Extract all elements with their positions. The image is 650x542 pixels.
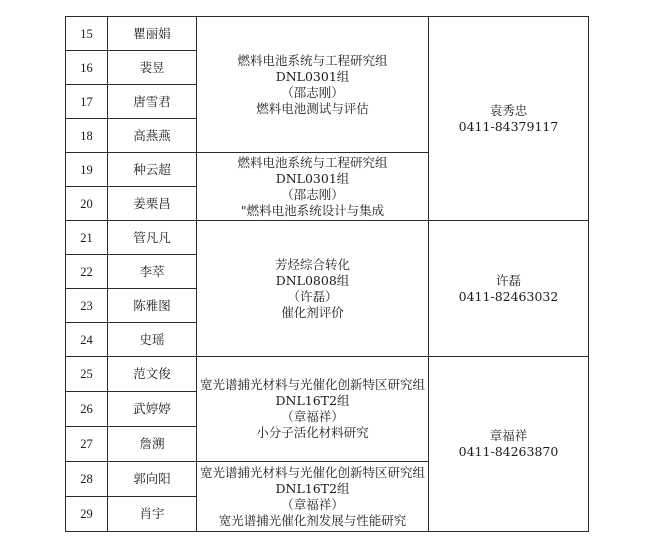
row-number: 24: [66, 323, 108, 357]
project-title: 宽光谱捕光催化剂发展与性能研究: [218, 512, 407, 528]
student-assignment-table: [65, 16, 589, 532]
student-name: 裴昱: [108, 51, 197, 85]
row-number: 27: [66, 427, 108, 462]
project-title: 燃料电池测试与评估: [256, 100, 369, 116]
row-number: 16: [66, 51, 108, 85]
group-code: DNL16T2组: [275, 480, 350, 496]
group-leader: （章福祥）: [281, 409, 344, 424]
group-leader: （邵志刚）: [281, 84, 344, 100]
contact-cell: [429, 357, 589, 532]
row-number: 19: [66, 153, 108, 187]
row-number: 28: [66, 462, 108, 497]
row-number: 21: [66, 221, 108, 255]
student-name: 郭向阳: [108, 462, 197, 497]
group-name: 芳烃综合转化: [274, 256, 350, 272]
contact-name: 许磊: [495, 272, 521, 288]
row-number: 22: [66, 255, 108, 289]
research-group-cell: [197, 462, 429, 532]
student-name: 唐雪君: [108, 85, 197, 119]
project-title: 催化剂评价: [281, 304, 344, 320]
group-name: 宽光谱捕光材料与光催化创新特区研究组: [199, 464, 425, 480]
group-name: 宽光谱捕光材料与光催化创新特区研究组: [199, 377, 425, 392]
student-name: 管凡凡: [108, 221, 197, 255]
table-row: [66, 357, 589, 392]
contact-phone: 0411-84263870: [458, 444, 559, 459]
group-code: DNL0808组: [275, 272, 350, 288]
group-code: DNL0301组: [275, 68, 350, 84]
student-name: 瞿丽娟: [108, 17, 197, 51]
contact-phone: 0411-84379117: [458, 118, 559, 134]
group-name: 燃料电池系统与工程研究组: [237, 52, 388, 68]
student-name: 詹溯: [108, 427, 197, 462]
student-name: 陈雅图: [108, 289, 197, 323]
contact-name: 章福祥: [489, 428, 528, 443]
student-name: 史瑶: [108, 323, 197, 357]
row-number: 18: [66, 119, 108, 153]
research-group-cell: [197, 221, 429, 357]
group-leader: （章福祥）: [281, 496, 344, 512]
contact-name: 袁秀忠: [489, 102, 528, 118]
row-number: 15: [66, 17, 108, 51]
project-title: "燃料电池系统设计与集成: [240, 202, 385, 218]
group-code: DNL0301组: [275, 170, 350, 186]
student-name: 肖宇: [108, 497, 197, 532]
row-number: 20: [66, 187, 108, 221]
group-leader: （邵志刚）: [281, 186, 344, 202]
row-number: 29: [66, 497, 108, 532]
row-number: 23: [66, 289, 108, 323]
group-leader: （许磊）: [287, 288, 338, 304]
student-name: 范文俊: [108, 357, 197, 392]
table-row: [66, 221, 589, 255]
contact-cell: [429, 17, 589, 221]
group-code: DNL16T2组: [275, 393, 350, 408]
group-name: 燃料电池系统与工程研究组: [237, 154, 388, 170]
student-name: 种云超: [108, 153, 197, 187]
research-group-cell: [197, 153, 429, 221]
row-number: 25: [66, 357, 108, 392]
research-group-cell: [197, 357, 429, 462]
row-number: 17: [66, 85, 108, 119]
student-name: 李萃: [108, 255, 197, 289]
project-title: 小分子活化材料研究: [256, 425, 369, 440]
student-name: 武婷婷: [108, 392, 197, 427]
student-name: 高燕燕: [108, 119, 197, 153]
research-group-cell: [197, 17, 429, 153]
student-name: 姜栗昌: [108, 187, 197, 221]
row-number: 26: [66, 392, 108, 427]
table-row: [66, 17, 589, 51]
contact-cell: [429, 221, 589, 357]
contact-phone: 0411-82463032: [458, 288, 559, 304]
